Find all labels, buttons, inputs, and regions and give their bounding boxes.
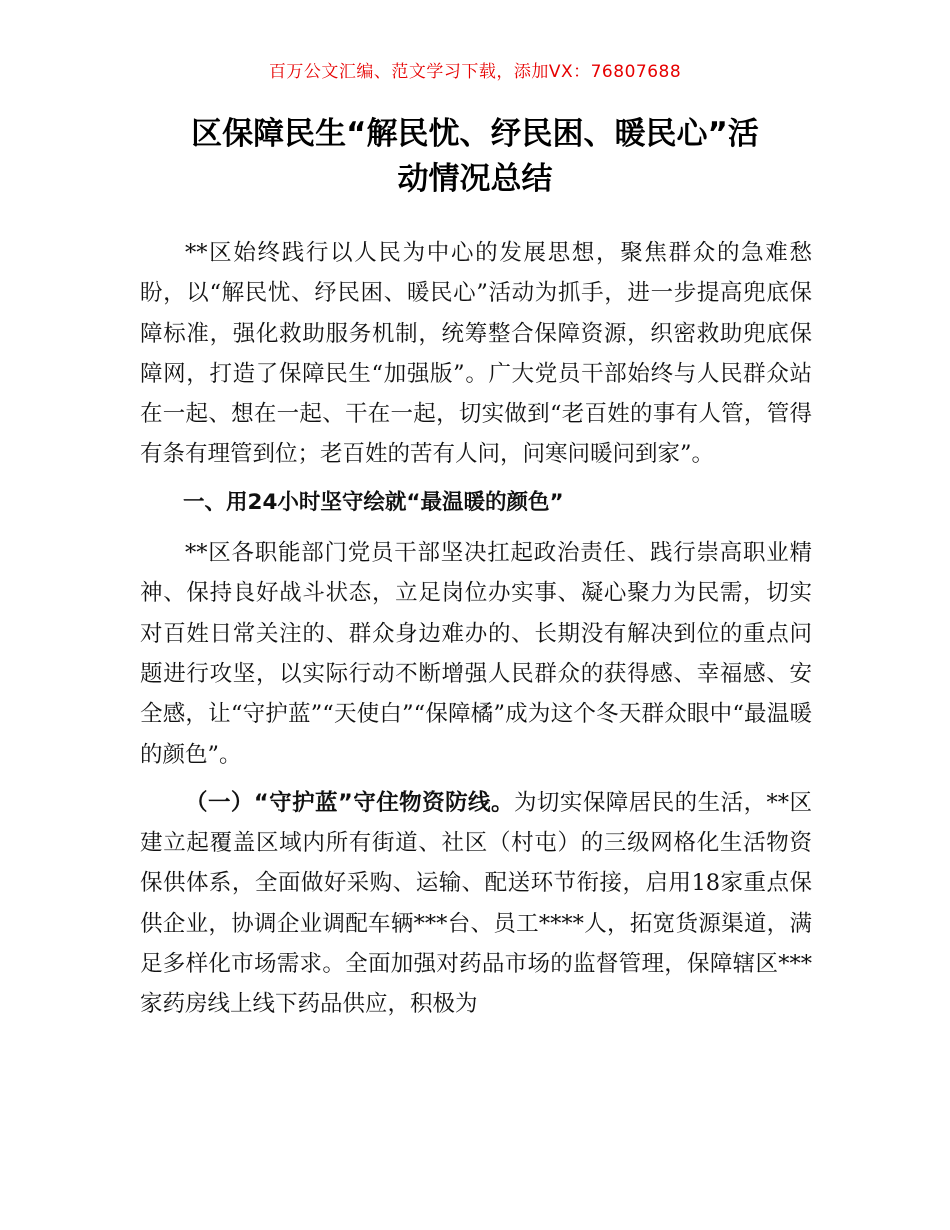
- watermark-header: 百万公文汇编、范文学习下载，添加VX：76807688: [268, 62, 682, 82]
- subsection-1-paragraph: [140, 783, 812, 1025]
- subsection-1-body: 为切实保障居民的生活，**区建立起覆盖区域内所有街道、社区（村屯）的三级网格化生活物资保供体系，全面做好采购、运输、配送环节衔接，启用18家重点保供企业，协调企业调配车辆***台、员工****人，拓宽货源渠道，满足多样化市场需求。全面加强对药品市场的监督管理，保障辖区***家药房线上线下药品供应，积极为: [140, 789, 812, 1018]
- intro-paragraph: **区始终践行以人民为中心的发展思想，聚焦群众的急难愁盼，以“解民忧、纾民困、暖民心”活动为抓手，进一步提高兜底保障标准，强化救助服务机制，统筹整合保障资源，织密救助兜底保障网，打造了保障民生“加强版”。广大党员干部始终与人民群众站在一起、想在一起、干在一起，切实做到“老百姓的事有人管，管得有条有理管到位；老百姓的苦有人问，问寒问暖问到家”。: [140, 240, 812, 468]
- section-1-paragraph: **区各职能部门党员干部坚决扛起政治责任、践行崇高职业精神、保持良好战斗状态，立足岗位办实事、凝心聚力为民需，切实对百姓日常关注的、群众身边难办的、长期没有解决到位的重点问题进行攻坚，以实际行动不断增强人民群众的获得感、幸福感、安全感，让“守护蓝”“天使白”“保障橘”成为这个冬天群众眼中“最温暖的颜色”。: [140, 540, 812, 768]
- title-line-1: 区保障民生“解民忧、纾民困、暖民心”活: [191, 116, 759, 152]
- subsection-1-heading: （一）“守护蓝”守住物资防线。: [185, 789, 514, 816]
- document-title: [140, 112, 810, 202]
- document-body: [140, 233, 812, 1025]
- title-line-2: 动情况总结: [397, 161, 553, 197]
- section-1-heading: 一、用24小时坚守绘就“最温暖的颜色”: [183, 489, 564, 515]
